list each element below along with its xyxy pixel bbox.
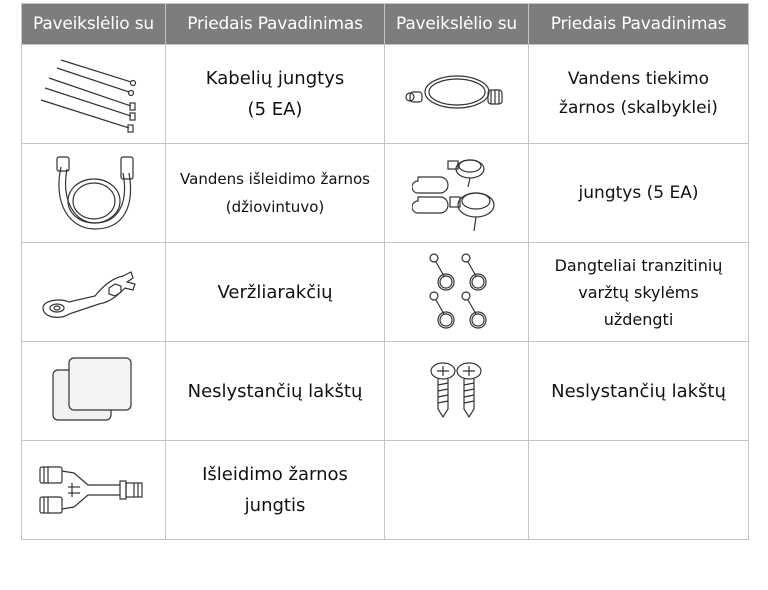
item-name-water-supply-hose: Vandens tiekimo žarnos (skalbyklei) <box>529 45 749 144</box>
spanner-icon <box>39 262 149 322</box>
screws-icon <box>427 361 487 421</box>
table-row <box>22 342 749 441</box>
item-name-drain-hose: Vandens išleidimo žarnos (džiovintuvo) <box>166 144 385 243</box>
table-row <box>22 45 749 144</box>
header-image-col-1: Paveikslėlio su <box>22 4 166 45</box>
item-name-transit-bolt-caps: Dangteliai tranzitinių varžtų skylėms uždengti <box>529 243 749 342</box>
table-row <box>22 144 749 243</box>
water-supply-hose-icon <box>402 64 512 124</box>
empty-image-cell <box>385 441 529 540</box>
image-cell <box>22 441 166 540</box>
header-name-col-2: Priedais Pavadinimas <box>529 4 749 45</box>
image-cell <box>385 45 529 144</box>
table-row <box>22 243 749 342</box>
table-row <box>22 441 749 540</box>
empty-name-cell <box>529 441 749 540</box>
header-image-col-2: Paveikslėlio su <box>385 4 529 45</box>
image-cell <box>22 243 166 342</box>
item-name-drain-hose-connector: Išleidimo žarnos jungtis <box>166 441 385 540</box>
drain-hose-connector-icon <box>38 465 150 515</box>
header-name-col-1: Priedais Pavadinimas <box>166 4 385 45</box>
anti-slip-sheets-icon <box>49 356 139 426</box>
item-name-spanner: Veržliarakčių <box>166 243 385 342</box>
image-cell <box>22 45 166 144</box>
drain-hose-icon <box>49 153 139 233</box>
transit-bolt-caps-icon <box>422 252 492 332</box>
image-cell <box>22 144 166 243</box>
item-name-screws: Neslystančių lakštų <box>529 342 749 441</box>
image-cell <box>385 342 529 441</box>
accessories-table <box>21 3 749 540</box>
item-name-hose-clamps: jungtys (5 EA) <box>529 144 749 243</box>
item-name-anti-slip-sheets: Neslystančių lakštų <box>166 342 385 441</box>
image-cell <box>385 144 529 243</box>
image-cell <box>22 342 166 441</box>
cable-ties-icon <box>39 54 149 134</box>
hose-clamps-icon <box>412 153 502 233</box>
image-cell <box>385 243 529 342</box>
header-row <box>22 4 749 45</box>
item-name-cable-ties: Kabelių jungtys (5 EA) <box>166 45 385 144</box>
